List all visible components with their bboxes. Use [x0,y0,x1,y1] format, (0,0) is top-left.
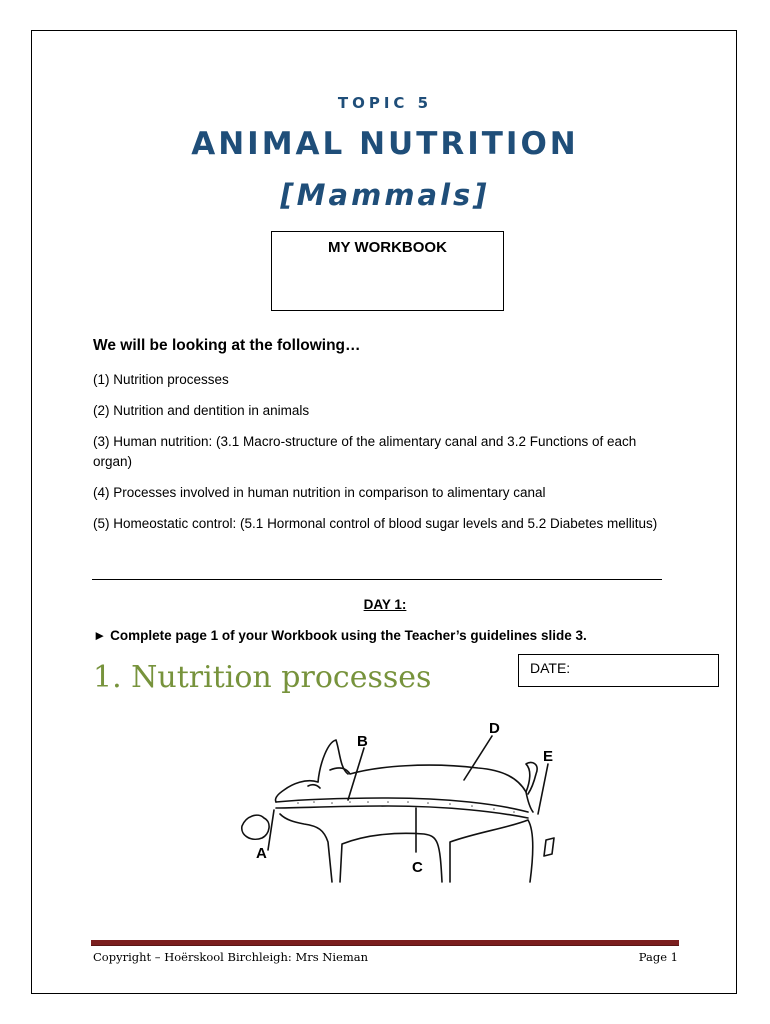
diagram-label-C: C [412,859,423,876]
overview-item-4: (4) Processes involved in human nutrition in comparison to alimentary canal [93,485,546,500]
date-box[interactable] [518,654,719,687]
day-instruction: ► Complete page 1 of your Workbook using the Teacher’s guidelines slide 3. [93,628,587,643]
animal-front-leg [280,814,332,882]
section-heading: 1. Nutrition processes [93,660,432,695]
topic-label: TOPIC 5 [337,94,433,112]
pointer-E [538,764,548,814]
divider-line [92,579,662,580]
page-subtitle: [Mammals] [280,178,490,212]
date-label: DATE: [530,660,571,676]
animal-hind-leg [450,820,533,882]
animal-ear [318,740,348,782]
overview-item-3: (3) Human nutrition: (3.1 Macro-structure of the alimentary canal and 3.2 Functions of each organ) [93,434,637,469]
diagram-label-D: D [489,720,500,737]
overview-intro: We will be looking at the following… [93,337,361,354]
pointer-D [464,736,492,780]
diagram-label-B: B [357,733,368,750]
page-title: ANIMAL NUTRITION [191,126,579,162]
mammal-alimentary-canal-diagram [228,712,568,892]
diagram-label-E: E [543,748,554,765]
overview-item-1: (1) Nutrition processes [93,372,229,387]
day-heading: DAY 1: [363,597,407,612]
animal-eye [308,785,320,788]
overview-item-2: (2) Nutrition and dentition in animals [93,403,310,418]
overview-item-5: (5) Homeostatic control: (5.1 Hormonal control of blood sugar levels and 5.2 Diabetes mellitus) [93,516,658,531]
workbook-box [271,231,504,311]
diagram-label-A: A [256,845,267,862]
animal-back-outline [330,765,533,812]
footer-page-number: Page 1 [638,950,678,964]
animal-belly [340,833,442,882]
footer-bar [91,940,679,946]
canal-lower [276,806,528,818]
footer-copyright: Copyright – Hoërskool Birchleigh: Mrs Nieman [93,950,368,964]
faeces-shape [544,838,554,856]
food-particle [242,815,269,839]
animal-tail [526,762,537,794]
canal-upper [276,798,528,812]
workbook-label: MY WORKBOOK [328,239,447,256]
